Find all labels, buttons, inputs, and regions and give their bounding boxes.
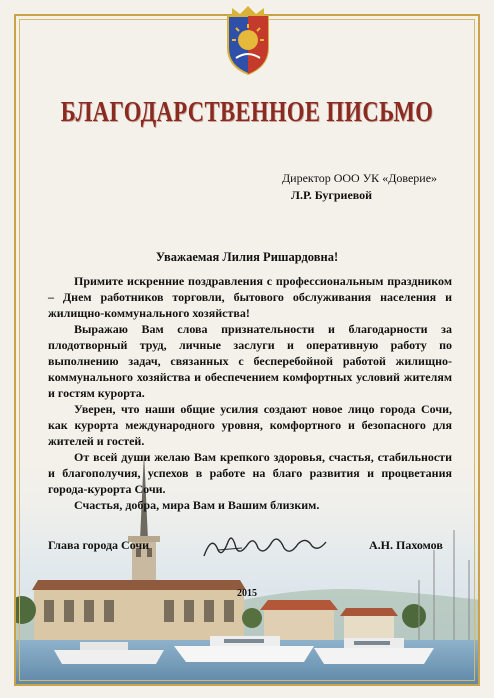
sochi-coat-of-arms-icon [222, 4, 274, 76]
body-paragraph: От всей души желаю Вам крепкого здоровья, счастья, стабильности и благополучия, успехов в работе на благо развития и процветания города-курорта Сочи. [48, 450, 452, 496]
addressee-position: Директор ООО УК «Доверие» [282, 171, 438, 185]
signatory-position: Глава города Сочи [48, 538, 150, 552]
body-paragraph: Уверен, что наши общие усилия создают новое лицо города Сочи, как курорта международного уровня, комфортного и безопасного для жителей и гостей. [48, 402, 452, 448]
letter-body [48, 273, 452, 513]
document-year: 2015 [237, 588, 257, 599]
body-paragraph: Счастья, добра, мира Вам и Вашим близким. [74, 498, 320, 512]
body-paragraph: Выражаю Вам слова признательности и благодарности за плодотворный труд, личные заслуги и оперативную работу по выполнению задач, связанных с бесперебойной работой жилищно-коммунального хозяйства и обеспечением комфортных условий жителям и гостям курорта. [48, 322, 452, 400]
greeting: Уважаемая Лилия Ришардовна! [155, 250, 339, 264]
handwritten-signature [198, 528, 330, 564]
body-paragraph: Примите искренние поздравления с профессиональным праздником – Днем работников торговли, бытового обслуживания населения и жилищно-коммунального хозяйства! [48, 274, 452, 320]
signatory-name: А.Н. Пахомов [369, 538, 443, 552]
addressee-name: Л.Р. Бугриевой [291, 188, 373, 202]
addressee-block [282, 170, 437, 204]
letter-title: БЛАГОДАРСТВЕННОЕ ПИСЬМО [60, 96, 434, 128]
